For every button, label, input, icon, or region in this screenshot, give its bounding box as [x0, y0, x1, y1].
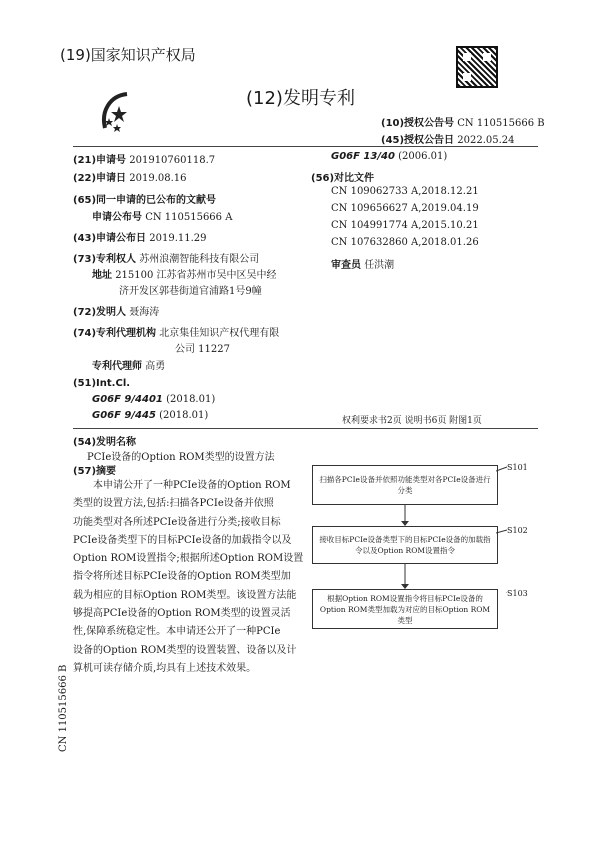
abstract-line: 设备的Option ROM类型的设置装置、设备以及计 [73, 644, 297, 656]
app-date: 2019.08.16 [129, 173, 187, 184]
app-no-label: (21)申请号 [73, 155, 127, 166]
holder-label: (73)专利权人 [73, 254, 137, 265]
pub-date-label: (45)授权公告日 [381, 135, 455, 146]
flow-step-box: 根据Option ROM设置指令将目标PCIe设备的Option ROM类型加载为对应的目标Option ROM类型 [312, 589, 498, 629]
ref-item: CN 109062733 A,2018.12.21 [331, 186, 479, 197]
intcl2-code: G06F 9/445 [92, 410, 156, 421]
prior-pub-sub-label: 申请公布号 [92, 212, 142, 223]
abstract-line: PCIe设备类型下的目标PCIe设备的加载指令以及 [73, 534, 292, 546]
intcl2-date: (2018.01) [159, 410, 209, 421]
page-counts: 权利要求书2页 说明书6页 附图1页 [342, 416, 482, 426]
holder-row [73, 250, 259, 265]
top-class-code: G06F 13/40 [331, 151, 395, 162]
prior-pub-no: CN 110515666 A [145, 212, 233, 223]
side-margin-pub-no: CN 110515666 B [58, 664, 69, 752]
app-no: 201910760118.7 [129, 155, 216, 166]
intcl2-row [92, 410, 208, 421]
intcl-label: (51)Int.Cl. [73, 378, 131, 389]
top-class-date: (2006.01) [398, 151, 448, 162]
abstract-line: 类型的设置方法,包括:扫描各PCIe设备并依照 [73, 498, 274, 510]
flow-step-label: S102 [507, 526, 528, 535]
examiner-row [331, 256, 394, 271]
app-date-row [73, 169, 187, 184]
agency-line1: 北京集佳知识产权代理有限 [159, 328, 280, 339]
app-date-label: (22)申请日 [73, 173, 127, 184]
examiner-label: 审查员 [331, 260, 361, 271]
abstract-line: 算机可读存储介质,均具有上述技术效果。 [73, 662, 257, 674]
refs-label: (56)对比文件 [311, 173, 375, 184]
flow-step-box: 扫描各PCIe设备并依照功能类型对各PCIe设备进行分类 [312, 465, 498, 505]
app-no-row [73, 151, 215, 166]
inventor-row [73, 303, 159, 318]
top-class-row [331, 151, 447, 162]
flow-arrows [395, 505, 415, 595]
pub-no-row [381, 114, 545, 129]
agent-label: 专利代理师 [92, 361, 142, 372]
pub-date-row [381, 131, 515, 146]
inventor: 聂海涛 [129, 307, 160, 318]
address-label: 地址 [92, 270, 112, 281]
body-divider [73, 428, 538, 429]
inventor-label: (72)发明人 [73, 307, 127, 318]
agency-row [73, 324, 279, 339]
abstract-body [73, 477, 304, 678]
ref-item: CN 107632860 A,2018.01.26 [331, 237, 479, 248]
title-label: (54)发明名称 [73, 437, 137, 448]
flow-label-ticks [496, 463, 510, 593]
abstract-line: 功能类型对各所述PCIe设备进行分类;接收目标 [73, 516, 281, 528]
flow-step-label: S101 [507, 463, 528, 472]
prior-pub-date-row [73, 229, 207, 244]
abstract-line: 载为相应的目标Option ROM类型。该设置方法能 [73, 589, 297, 601]
agent-row [92, 357, 165, 372]
holder: 苏州浪潮智能科技有限公司 [139, 254, 260, 265]
flow-step-label: S103 [507, 589, 528, 598]
pub-no-label: (10)授权公告号 [381, 118, 455, 129]
examiner: 任洪潮 [364, 260, 395, 271]
qr-code [456, 46, 498, 88]
flow-step-box: 接收目标PCIe设备类型下的目标PCIe设备的加载指令以及Option ROM设置指令 [312, 526, 498, 564]
header-divider [73, 146, 538, 147]
prior-pub-row [92, 208, 232, 223]
address-line2: 济开发区郭巷街道官浦路1号9幢 [119, 286, 262, 297]
doc-type-title: (12)发明专利 [246, 88, 355, 109]
address-row [92, 266, 277, 281]
invention-title: PCIe设备的Option ROM类型的设置方法 [87, 452, 275, 463]
prior-pub-label: (65)同一申请的已公布的文献号 [73, 195, 217, 206]
agency-label: (74)专利代理机构 [73, 328, 157, 339]
abstract-line: 够提高PCIe设备的Option ROM类型的设置灵活 [73, 608, 291, 620]
pub-no: CN 110515666 B [457, 118, 545, 129]
ref-item: CN 104991774 A,2015.10.21 [331, 220, 479, 231]
cnipa-logo-icon [97, 92, 157, 132]
agent: 高勇 [145, 361, 166, 372]
abstract-line: Option ROM设置指令;根据所述Option ROM设置 [73, 553, 304, 565]
abstract-line: 本申请公开了一种PCIe设备的Option ROM [93, 480, 291, 491]
intcl1-date: (2018.01) [166, 394, 216, 405]
abstract-label: (57)摘要 [73, 466, 117, 477]
abstract-line: 性,保障系统稳定性。本申请还公开了一种PCIe [73, 626, 281, 638]
intcl1-row [92, 394, 215, 405]
intcl1-code: G06F 9/4401 [92, 394, 163, 405]
prior-pub-date: 2019.11.29 [149, 233, 207, 244]
prior-pub-date-label: (43)申请公布日 [73, 233, 147, 244]
abstract-line: 指令将所述目标PCIe设备的Option ROM类型加 [73, 571, 291, 583]
office-name: (19)国家知识产权局 [60, 46, 196, 64]
pub-date: 2022.05.24 [457, 135, 515, 146]
ref-item: CN 109656627 A,2019.04.19 [331, 203, 479, 214]
address-line1: 215100 江苏省苏州市吴中区吴中经 [115, 270, 277, 281]
agency-line2: 公司 11227 [175, 344, 230, 355]
